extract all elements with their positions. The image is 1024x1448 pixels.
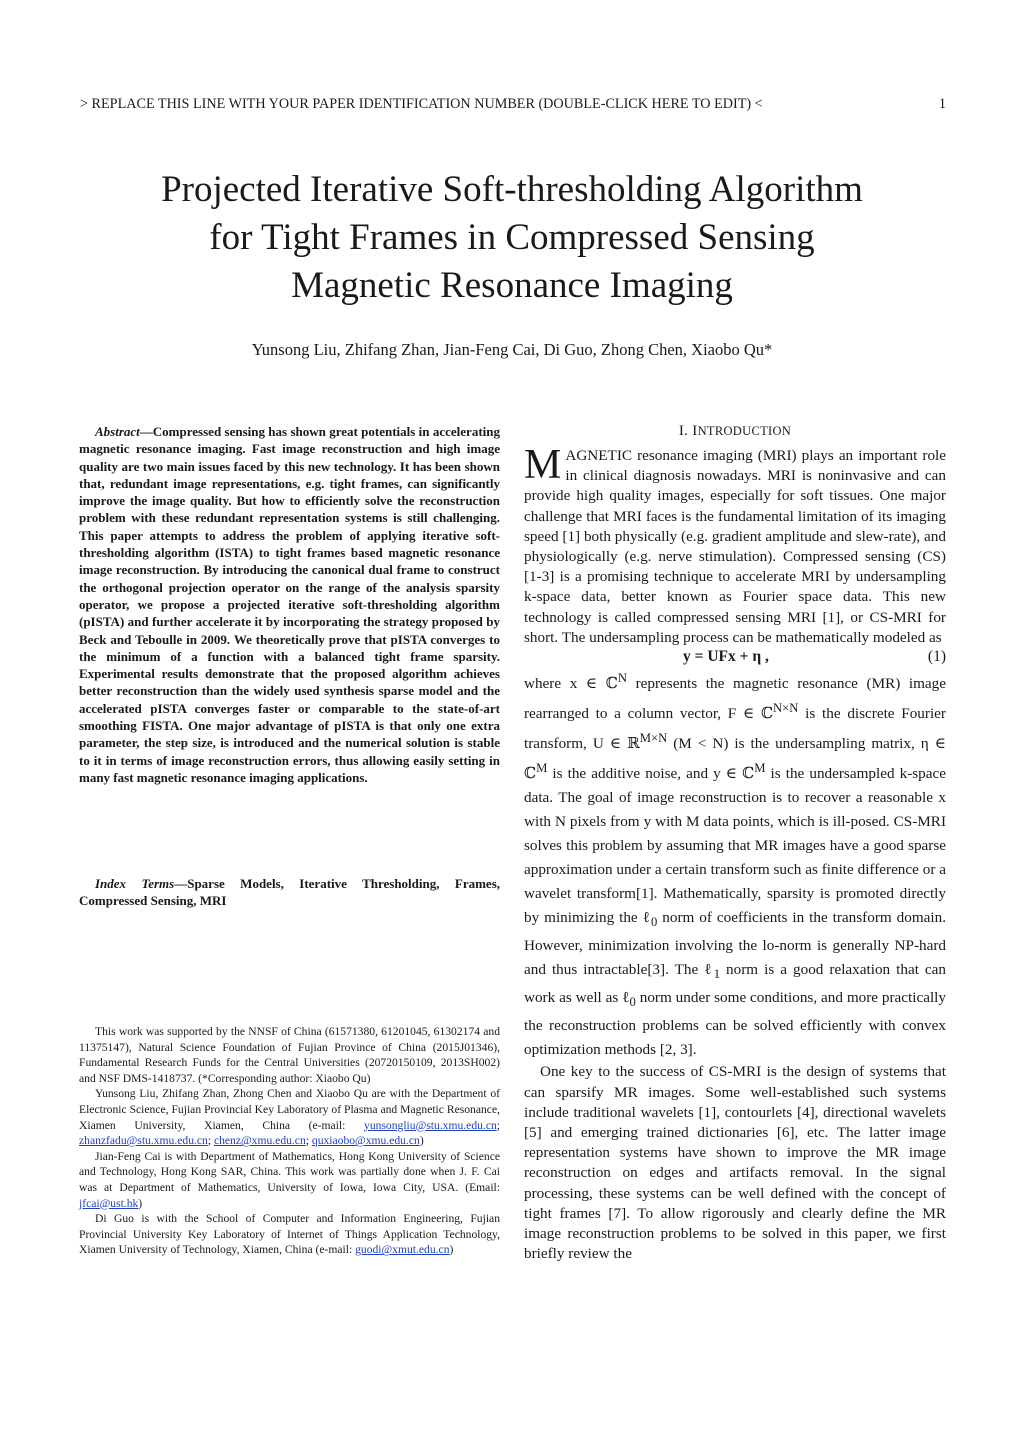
paper-title	[80, 166, 944, 310]
math-text: norm under some conditions, and more practically the reconstruction problems can be solved efficiently with convex optimization methods [2, 3].	[524, 989, 946, 1059]
author-list: Yunsong Liu, Zhifang Zhan, Jian-Feng Cai, Di Guo, Zhong Chen, Xiaobo Qu*	[251, 340, 773, 359]
title-line-2: for Tight Frames in Compressed Sensing	[209, 217, 815, 258]
section-heading	[524, 423, 946, 440]
drop-cap: M	[524, 442, 562, 488]
section-number: I.	[678, 423, 689, 439]
index-terms-body: —Sparse Models, Iterative Thresholding, Frames, Compressed Sensing, MRI	[79, 876, 501, 909]
math-superscript: N	[617, 671, 627, 686]
math-superscript: N×N	[773, 701, 799, 716]
math-text: (M < N) is the undersampling matrix, η ∈ ℂ	[524, 735, 946, 783]
abstract	[79, 423, 500, 786]
title-line-3: Magnetic Resonance Imaging	[291, 265, 733, 306]
intro-paragraph-1	[524, 442, 946, 648]
abstract-body: —Compressed sensing has shown great potentials in accelerating magnetic resonance imaging. Fast image reconstruction and high image quality are two main issues faced by this new technology. It has been shown that, redundant image representations, e.g. tight frames, can significantly improve the image quality. But how to efficiently solve the reconstruction problem with these redundant representation systems is still challenging. This paper attempts to address the problem of applying iterative soft-thresholding algorithm (ISTA) to tight frames based magnetic resonance image reconstruction. By introducing the canonical dual frame to construct the orthogonal projection operator on the range of the analysis sparsity operator, we propose a projected iterative soft-thresholding algorithm (pISTA) and further accelerate it by incorporating the strategy proposed by Beck and Teboulle in 2009. We theoretically prove that pISTA converges to the minimum of a function with a balanced tight frame sparsity. Experimental results demonstrate that the proposed algorithm achieves better reconstruction than the widely used synthesis sparse model and the accelerated pISTA converges faster or comparable to the state-of-art smoothing FISTA. One major advantage of pISTA is that only one extra parameter, the step size, is introduced and the numerical solution is stable to it in terms of image reconstruction errors, thus allowing easily setting in many fast magnetic resonance imaging applications.	[79, 424, 500, 785]
email-link[interactable]: yunsongliu@stu.xmu.edu.cn	[364, 1118, 497, 1132]
email-link[interactable]: guodi@xmut.edu.cn	[355, 1243, 450, 1257]
math-superscript: M×N	[639, 731, 668, 746]
intro-paragraph-1-text: AGNETIC resonance imaging (MRI) plays an important role in clinical diagnosis nowadays. MRI is noninvasive and can provide high quality images, especially for soft tissues. One major challenge that MRI faces is the fundamental limitation of its imaging speed [1] both physically (e.g. gradient amplitude and slew-rate), and physiologically (e.g. nerve stimulation). Compressed sensing (CS) [1-3] is a promising technique to accelerate MRI by undersampling k-space data, better known as Fourier space data. This new technology is called compressed sensing MRI [1], or CS-MRI for short. The undersampling process can be mathematically modeled as	[524, 447, 946, 646]
math-text: is the discrete Fourier transform, U ∈ ℝ	[524, 705, 946, 753]
math-text: is the undersampled k-space data. The goal of image reconstruction is to recover a reasonable x with N pixels from y with M data points, which is ill-posed. CS-MRI solves this problem by assuming that MR images have a good sparse approximation under a certain transform such as finite difference or a wavelet transform[1]. Mathematically, sparsity is promoted directly by minimizing the ℓ	[524, 765, 946, 927]
running-head-text: > REPLACE THIS LINE WITH YOUR PAPER IDENTIFICATION NUMBER (DOUBLE-CLICK HERE TO EDIT) <	[80, 96, 763, 112]
math-superscript: M	[536, 761, 548, 776]
index-terms	[79, 875, 500, 910]
intro-paragraph-1-continued	[524, 666, 946, 1062]
introduction-body	[524, 442, 947, 1264]
math-subscript: 0	[651, 915, 658, 930]
running-header	[80, 96, 946, 113]
equation-number: (1)	[927, 648, 946, 666]
math-subscript: 0	[629, 995, 636, 1010]
footnotes	[79, 1024, 500, 1258]
section-title-rest: NTRODUCTION	[697, 424, 792, 438]
math-text: norm of coefficients in the transform domain. However, minimization involving the lo-norm is generally NP-hard and thus intractable[3]. The ℓ	[524, 909, 946, 979]
math-superscript: M	[754, 761, 766, 776]
equation-body: y = UFx + η ,	[683, 648, 769, 666]
equation-1	[524, 648, 946, 666]
math-text: norm is a good relaxation that can work as well as ℓ	[524, 961, 947, 1007]
email-link[interactable]: chenz@xmu.edu.cn	[213, 1134, 306, 1148]
page-number: 1	[938, 96, 946, 112]
email-link[interactable]: quxiaobo@xmu.edu.cn	[311, 1134, 420, 1148]
math-text: is the additive noise, and y ∈ ℂ	[547, 765, 755, 783]
math-text: where x ∈ ℂ	[524, 675, 618, 693]
footnote-affiliation-1: Yunsong Liu, Zhifang Zhan, Zhong Chen and Xiaobo Qu are with the Department of Electronic Science, Fujian Provincial Key Laboratory of Plasma and Magnetic Resonance, Xiamen University, Xiamen, China (e-mail: yunsongliu@stu.xmu.edu.cn; zhanzfadu@stu.xmu.edu.cn; chenz@xmu.edu.cn; quxiaobo@xmu.edu.cn)	[79, 1087, 500, 1148]
footnote-affiliation-2: Jian-Feng Cai is with Department of Mathematics, Hong Kong University of Science and Technology, Hong Kong SAR, China. This work was partially done when J. F. Cai was at Department of Mathematics, University of Iowa, Iowa City, USA. (Email: jfcai@ust.hk)	[79, 1149, 500, 1210]
intro-paragraph-2: One key to the success of CS-MRI is the design of systems that can sparsify MR images. Some well-established such systems include traditional wavelets [1], contourlets [4], directional wavelets [5] and emerging trained dictionaries [6], etc. The latter image representation systems have shown to improve the MR image reconstruction on edges and artifacts removal. In the signal processing, these systems can be well defined with the concept of tight frames [7]. To allow rigorously and clearly define the MR image reconstruction problems to be solved in this paper, we first briefly review the	[524, 1063, 946, 1263]
affiliation-3-text: Di Guo is with the School of Computer and Information Engineering, Fujian Provincial University Key Laboratory of Internet of Things Application Technology, Xiamen University of Technology, Xiamen, China (e-mail:	[79, 1212, 500, 1257]
footnote-affiliation-3: Di Guo is with the School of Computer and Information Engineering, Fujian Provincial University Key Laboratory of Internet of Things Application Technology, Xiamen University of Technology, Xiamen, China (e-mail: guodi@xmut.edu.cn)	[79, 1212, 500, 1257]
abstract-lead: Abstract	[95, 424, 140, 439]
index-terms-lead: Index Terms	[95, 876, 175, 891]
footnote-funding: This work was supported by the NNSF of China (61571380, 61201045, 61302174 and 11375147), Natural Science Foundation of Fujian Province of China (2015J01346), Fundamental Research Funds for the Central Universities (20720150109, 2013SH002) and NSF DMS-1418737. (*Corresponding author: Xiaobo Qu)	[79, 1025, 500, 1085]
affiliation-1-text: Yunsong Liu, Zhifang Zhan, Zhong Chen and Xiaobo Qu are with the Department of Electronic Science, Fujian Provincial Key Laboratory of Plasma and Magnetic Resonance, Xiamen University, Xiamen, China (e-mail:	[79, 1087, 500, 1132]
math-text: represents the magnetic resonance (MR) image rearranged to a column vector, F ∈ ℂ	[524, 675, 946, 723]
email-link[interactable]: zhanzfadu@stu.xmu.edu.cn	[79, 1134, 208, 1148]
title-line-1: Projected Iterative Soft-thresholding Algorithm	[161, 169, 863, 210]
email-link[interactable]: jfcai@ust.hk	[79, 1196, 139, 1210]
affiliation-2-text: Jian-Feng Cai is with Department of Mathematics, Hong Kong University of Science and Technology, Hong Kong SAR, China. This work was partially done when J. F. Cai was at Department of Mathematics, University of Iowa, Iowa City, USA. (Email:	[79, 1149, 500, 1194]
section-title-initial: I	[692, 423, 698, 439]
math-subscript: 1	[713, 967, 721, 982]
